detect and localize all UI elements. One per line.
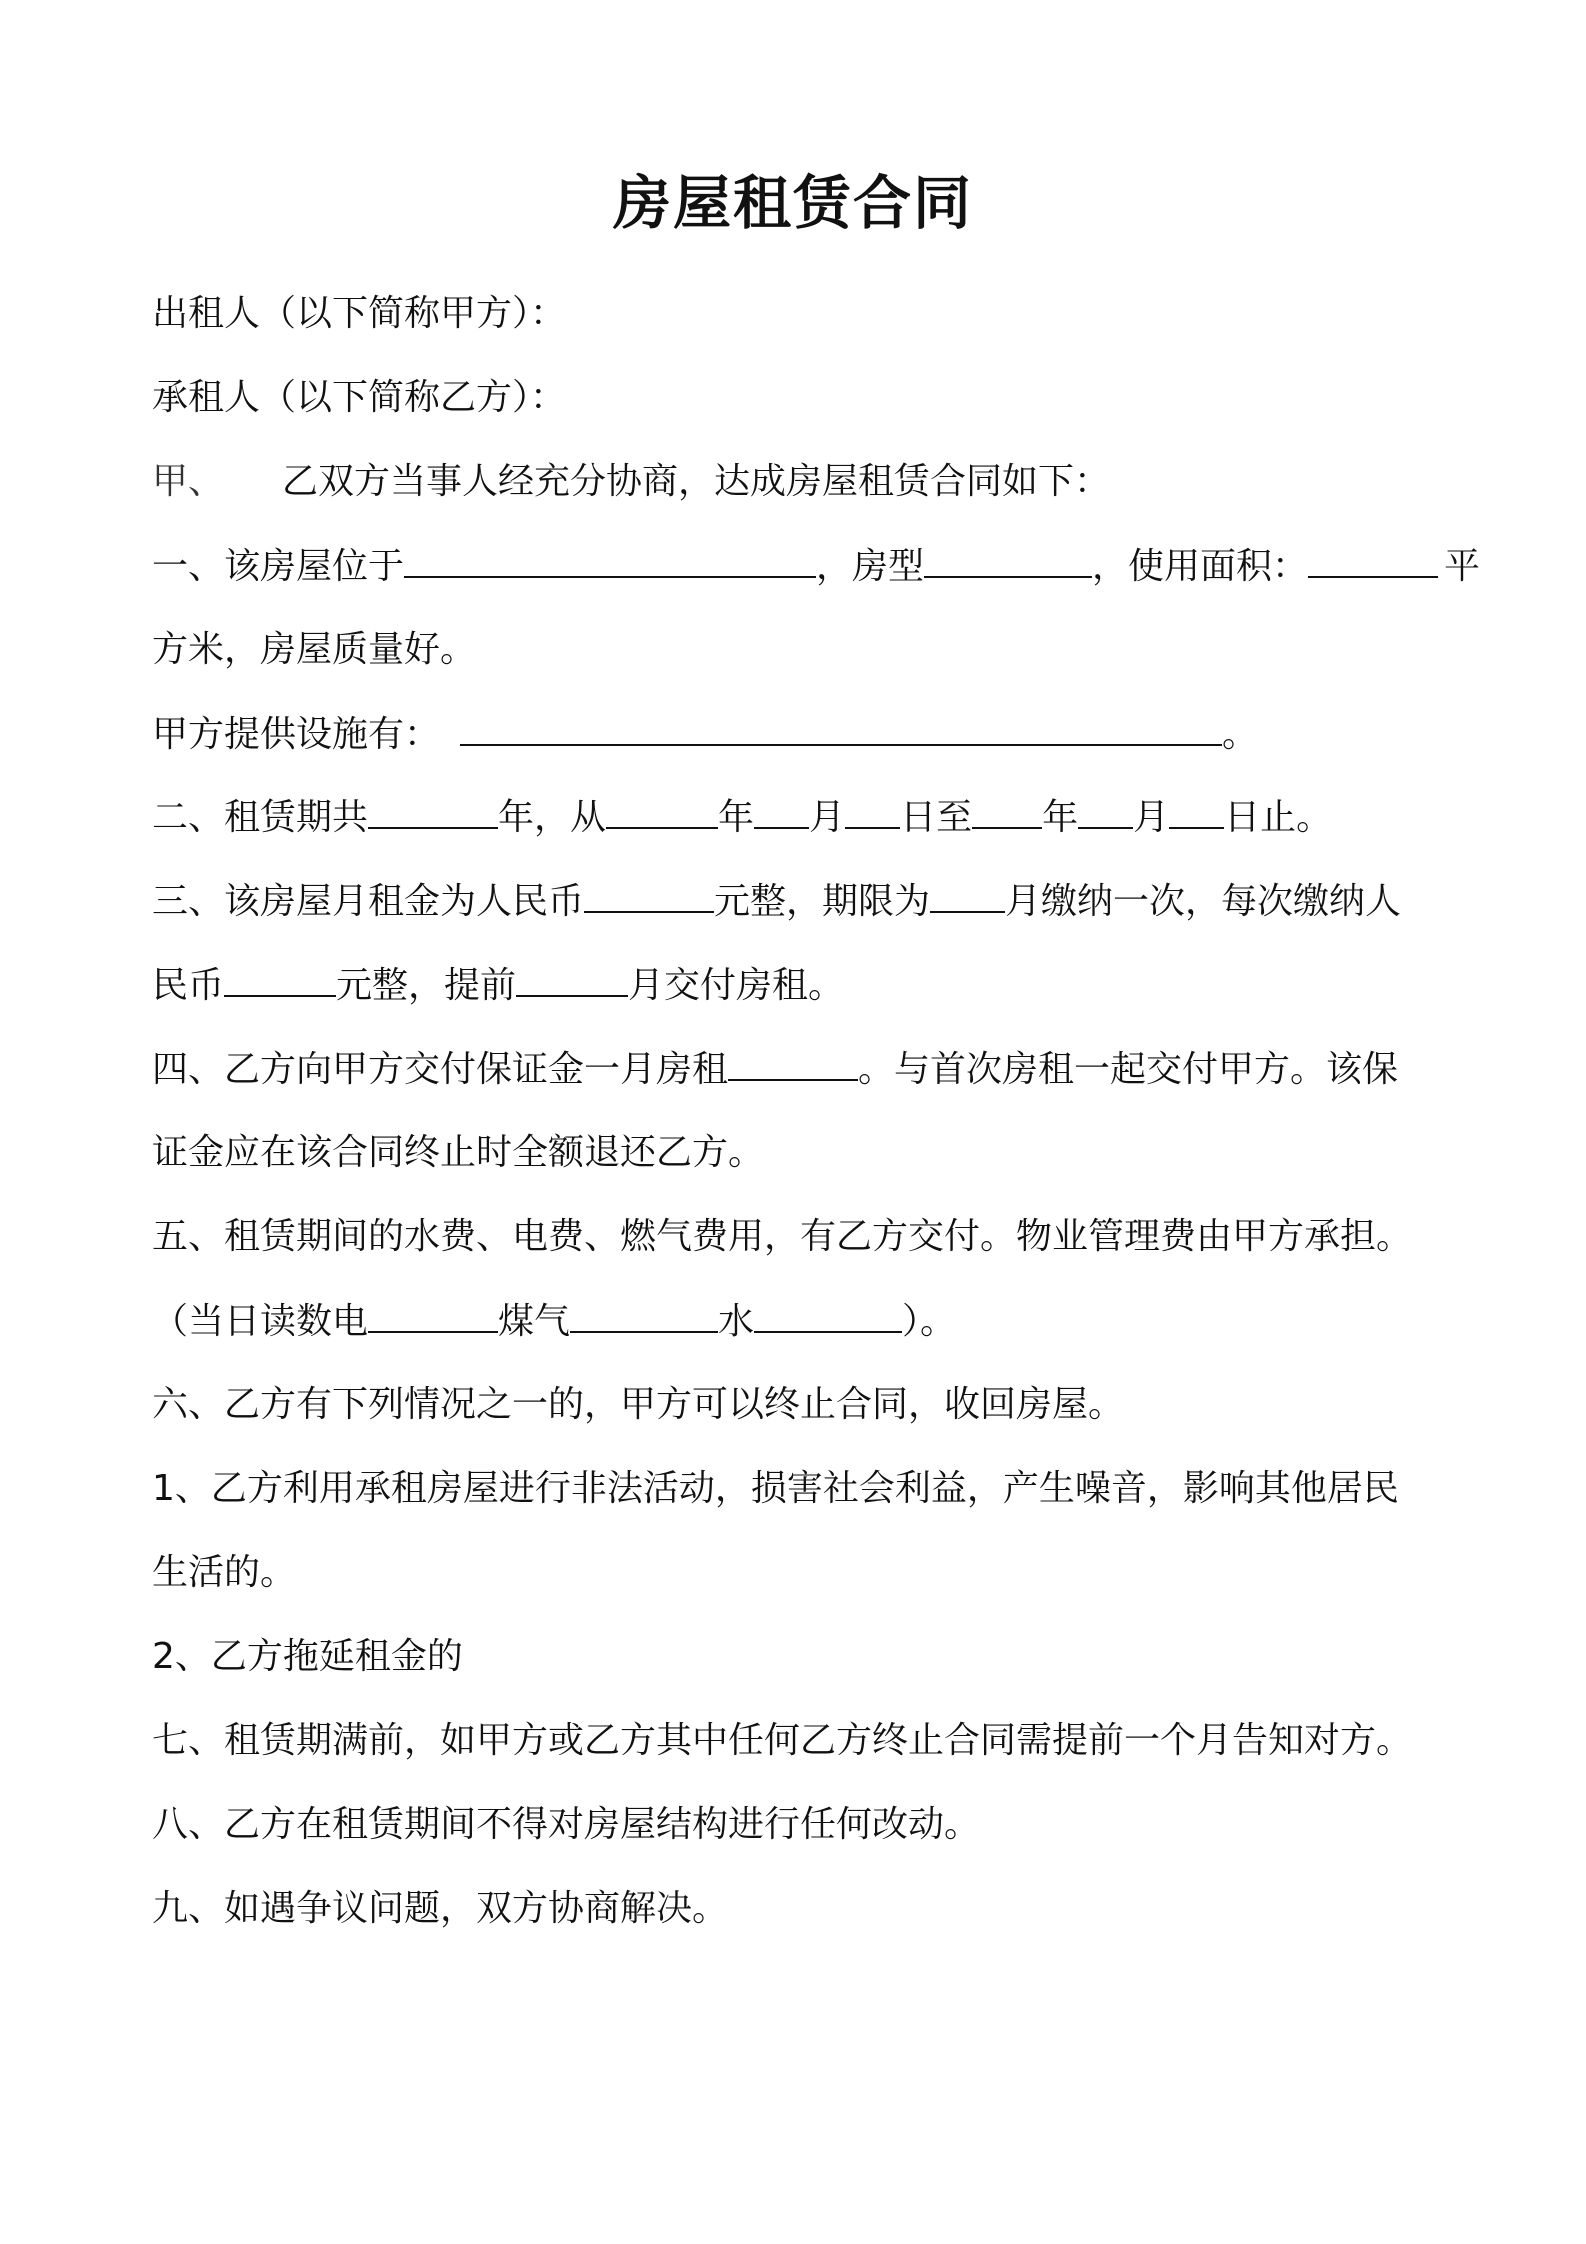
lessor-label: 出租人（以下简称甲方）： <box>152 293 567 334</box>
document-title: 房屋租赁合同 <box>612 169 973 237</box>
facilities-end: 。 <box>1222 714 1259 755</box>
clause-4-end: 证金应在该合同终止时全额退还乙方。 <box>152 1132 765 1173</box>
clause-4-line <box>152 1045 1398 1094</box>
clause-2-day-to: 日至 <box>900 797 973 838</box>
clause-3-currency: 民币 <box>152 965 225 1006</box>
clause-3-period: 元整，期限为 <box>714 881 931 922</box>
facilities-line <box>152 710 1258 759</box>
clause-9-line <box>152 1885 728 1933</box>
clause-5-text: 五、租赁期间的水费、电费、燃气费用，有乙方交付。物业管理费由甲方承担。 <box>152 1216 1413 1257</box>
payment-amount-blank[interactable] <box>224 961 336 997</box>
clause-9-text: 九、如遇争议问题，双方协商解决。 <box>152 1888 729 1929</box>
clause-6-1-line <box>152 1465 1399 1513</box>
clause-8-line <box>152 1801 980 1849</box>
intro-text: 乙双方当事人经充分协商，达成房屋租赁合同如下： <box>282 461 1111 502</box>
clause-1-line <box>152 542 1480 591</box>
electric-reading-blank[interactable] <box>368 1297 498 1333</box>
deposit-blank[interactable] <box>728 1045 858 1081</box>
clause-7-text: 七、租赁期满前，如甲方或乙方其中任何乙方终止合同需提前一个月告知对方。 <box>152 1720 1413 1761</box>
clause-5-end: ）。 <box>902 1301 957 1342</box>
water-reading-blank[interactable] <box>754 1297 902 1333</box>
clause-5-reading-label: （当日读数电 <box>152 1301 369 1342</box>
clause-6-line <box>152 1381 1124 1429</box>
intro-line <box>152 458 1110 506</box>
clause-8-text: 八、乙方在租赁期间不得对房屋结构进行任何改动。 <box>152 1804 981 1845</box>
start-day-blank[interactable] <box>845 793 900 829</box>
clause-6-2-text: 2、乙方拖延租金的 <box>152 1636 463 1677</box>
clause-1-area-label: ，使用面积： <box>1092 546 1309 587</box>
start-year-blank[interactable] <box>606 793 718 829</box>
clause-3-label: 三、该房屋月租金为人民币 <box>152 881 585 922</box>
facilities-label: 甲方提供设施有： <box>152 714 441 755</box>
end-month-blank[interactable] <box>1078 793 1133 829</box>
clause-6-1-text: 1、乙方利用承租房屋进行非法活动，损害社会利益，产生噪音，影响其他居民 <box>152 1468 1399 1509</box>
clause-2-year-b: 年 <box>1042 797 1079 838</box>
clause-3-end: 月交付房租。 <box>628 965 845 1006</box>
lessee-line <box>152 374 566 422</box>
lessor-line <box>152 290 566 338</box>
gas-reading-blank[interactable] <box>570 1297 718 1333</box>
clause-2-label: 二、租赁期共 <box>152 797 369 838</box>
clause-5-gas-label: 煤气 <box>498 1301 571 1342</box>
clause-1-cont-line <box>152 626 476 674</box>
clause-1-unit-a: 平 <box>1444 546 1481 587</box>
clause-4-cont-line <box>152 1129 764 1177</box>
clause-2-year-a: 年 <box>718 797 755 838</box>
lessee-label: 承租人（以下简称乙方）： <box>152 377 567 418</box>
end-year-blank[interactable] <box>972 793 1042 829</box>
clause-2-month-a: 月 <box>809 797 846 838</box>
clause-3-cont-line <box>152 961 844 1010</box>
clause-3-line <box>152 877 1401 926</box>
room-type-blank[interactable] <box>924 542 1092 578</box>
intro-party-a: 甲、 <box>152 461 225 502</box>
clause-3-pay: 月缴纳一次，每次缴纳人 <box>1005 881 1402 922</box>
clause-1-location-label: 一、该房屋位于 <box>152 546 405 587</box>
clause-6-2-line <box>152 1633 463 1681</box>
clause-4-cont: 。与首次房租一起交付甲方。该保 <box>858 1049 1399 1090</box>
monthly-rent-blank[interactable] <box>584 877 714 913</box>
term-years-blank[interactable] <box>368 793 498 829</box>
area-blank[interactable] <box>1308 542 1438 578</box>
clause-6-1-cont-line <box>152 1549 296 1597</box>
clause-1-type-label: ，房型 <box>816 546 925 587</box>
clause-7-line <box>152 1717 1412 1765</box>
clause-5-line <box>152 1213 1412 1261</box>
clause-6-text: 六、乙方有下列情况之一的，甲方可以终止合同，收回房屋。 <box>152 1384 1125 1425</box>
payment-period-blank[interactable] <box>930 877 1005 913</box>
start-month-blank[interactable] <box>754 793 809 829</box>
clause-2-from: 年，从 <box>498 797 607 838</box>
clause-5-water-label: 水 <box>718 1301 755 1342</box>
clause-3-advance: 元整，提前 <box>336 965 517 1006</box>
clause-2-line <box>152 793 1332 842</box>
clause-2-end: 日止。 <box>1224 797 1333 838</box>
facilities-blank[interactable] <box>460 710 1222 746</box>
clause-6-1-cont: 生活的。 <box>152 1552 297 1593</box>
location-blank[interactable] <box>404 542 816 578</box>
clause-2-month-b: 月 <box>1133 797 1170 838</box>
clause-4-label: 四、乙方向甲方交付保证金一月房租 <box>152 1049 729 1090</box>
advance-months-blank[interactable] <box>516 961 628 997</box>
clause-1-cont: 方米，房屋质量好。 <box>152 629 477 670</box>
end-day-blank[interactable] <box>1169 793 1224 829</box>
clause-5-cont-line <box>152 1297 956 1346</box>
